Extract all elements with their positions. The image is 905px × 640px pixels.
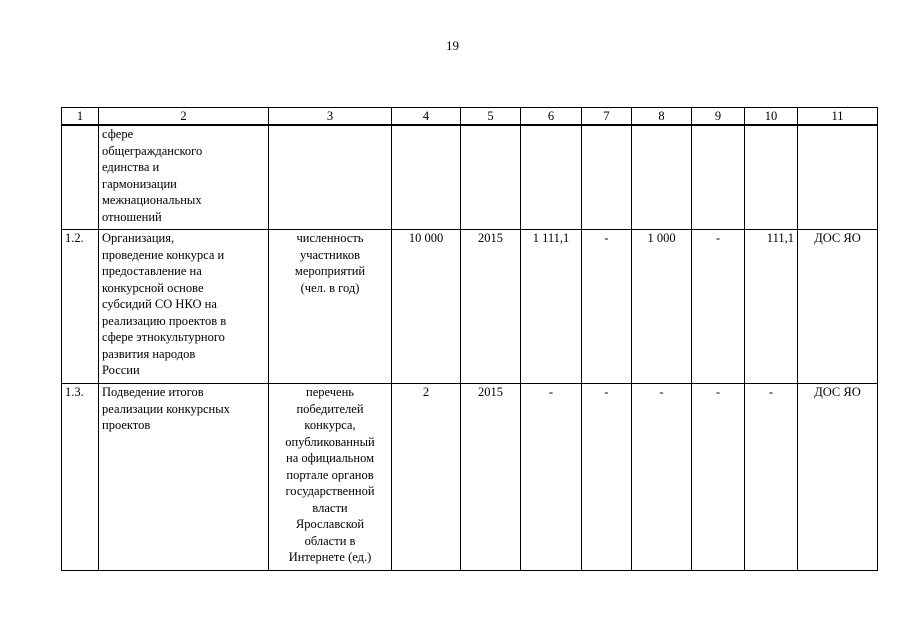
page-number: 19 bbox=[446, 38, 459, 53]
cell-col-6: - bbox=[521, 384, 582, 571]
cell-col-6: 1 111,1 bbox=[521, 230, 582, 384]
table-row bbox=[62, 125, 878, 230]
text-line: межнациональных bbox=[102, 193, 202, 207]
header-col-7: 7 bbox=[582, 108, 632, 126]
cell-col-7: - bbox=[582, 230, 632, 384]
header-col-6: 6 bbox=[521, 108, 582, 126]
text-line: опубликованный bbox=[285, 434, 375, 449]
row-number: 1.3. bbox=[62, 384, 99, 571]
header-col-8: 8 bbox=[632, 108, 692, 126]
cell-col-11: ДОС ЯО bbox=[798, 230, 878, 384]
text-line: участников bbox=[299, 247, 361, 262]
text-line: России bbox=[102, 363, 140, 377]
header-col-9: 9 bbox=[692, 108, 745, 126]
text-line: Интернете (ед.) bbox=[288, 550, 372, 564]
cell-col-6 bbox=[521, 125, 582, 230]
text-line: мероприятий bbox=[294, 264, 366, 278]
text-line: перечень bbox=[306, 385, 354, 399]
cell-col-7: - bbox=[582, 384, 632, 571]
cell-col-8: - bbox=[632, 384, 692, 571]
header-col-3: 3 bbox=[269, 108, 392, 126]
text-line: численность bbox=[296, 231, 364, 245]
text-line: победителей bbox=[296, 401, 364, 416]
cell-col-4: 2 bbox=[392, 384, 461, 571]
indicator bbox=[269, 384, 392, 571]
table-header bbox=[62, 108, 878, 126]
activity-name bbox=[99, 384, 269, 571]
activity-name bbox=[99, 125, 269, 230]
header-col-2: 2 bbox=[99, 108, 269, 126]
text-line: общегражданского bbox=[102, 143, 203, 158]
indicator bbox=[269, 230, 392, 384]
text-line: конкурса, bbox=[304, 418, 356, 432]
text-line: государственной bbox=[285, 484, 375, 498]
text-line: Подведение итогов bbox=[102, 385, 204, 399]
text-line: развития народов bbox=[102, 346, 196, 361]
cell-col-5 bbox=[461, 125, 521, 230]
text-line: (чел. в год) bbox=[300, 280, 360, 295]
text-line: конкурсной основе bbox=[102, 280, 204, 295]
cell-col-11: ДОС ЯО bbox=[798, 384, 878, 571]
text-line: субсидий СО НКО на bbox=[102, 297, 217, 311]
header-col-1: 1 bbox=[62, 108, 99, 126]
text-line: проведение конкурса и bbox=[102, 247, 225, 262]
text-line: предоставление на bbox=[102, 264, 202, 278]
cell-col-10: 111,1 bbox=[745, 230, 798, 384]
cell-col-5: 2015 bbox=[461, 384, 521, 571]
cell-col-8: 1 000 bbox=[632, 230, 692, 384]
cell-col-4: 10 000 bbox=[392, 230, 461, 384]
table-row bbox=[62, 230, 878, 384]
cell-col-9 bbox=[692, 125, 745, 230]
row-number: 1.2. bbox=[62, 230, 99, 384]
text-line: реализацию проектов в bbox=[102, 313, 227, 328]
text-line: реализации конкурсных bbox=[102, 401, 230, 416]
text-line: единства и bbox=[102, 160, 160, 174]
text-line: Ярославской bbox=[295, 517, 365, 531]
text-line: проектов bbox=[102, 418, 151, 432]
text-line: власти bbox=[312, 500, 348, 515]
text-line: портале органов bbox=[286, 467, 374, 482]
header-row bbox=[62, 108, 878, 126]
cell-col-11 bbox=[798, 125, 878, 230]
row-number bbox=[62, 125, 99, 230]
text-line: гармонизации bbox=[102, 176, 177, 191]
program-table bbox=[61, 107, 878, 571]
cell-col-10 bbox=[745, 125, 798, 230]
header-col-11: 11 bbox=[798, 108, 878, 126]
text-line: отношений bbox=[102, 209, 162, 224]
cell-col-5: 2015 bbox=[461, 230, 521, 384]
text-line: на официальном bbox=[286, 451, 374, 465]
text-line: области в bbox=[304, 533, 356, 548]
cell-col-8 bbox=[632, 125, 692, 230]
text-line: сфере bbox=[102, 127, 134, 141]
cell-col-4 bbox=[392, 125, 461, 230]
cell-col-9: - bbox=[692, 230, 745, 384]
text-line: Организация, bbox=[102, 231, 175, 245]
header-col-5: 5 bbox=[461, 108, 521, 126]
indicator bbox=[269, 125, 392, 230]
text-line: сфере этнокультурного bbox=[102, 330, 225, 344]
cell-col-7 bbox=[582, 125, 632, 230]
cell-col-9: - bbox=[692, 384, 745, 571]
table-row bbox=[62, 384, 878, 571]
activity-name bbox=[99, 230, 269, 384]
header-col-4: 4 bbox=[392, 108, 461, 126]
cell-col-10: - bbox=[745, 384, 798, 571]
header-col-10: 10 bbox=[745, 108, 798, 126]
